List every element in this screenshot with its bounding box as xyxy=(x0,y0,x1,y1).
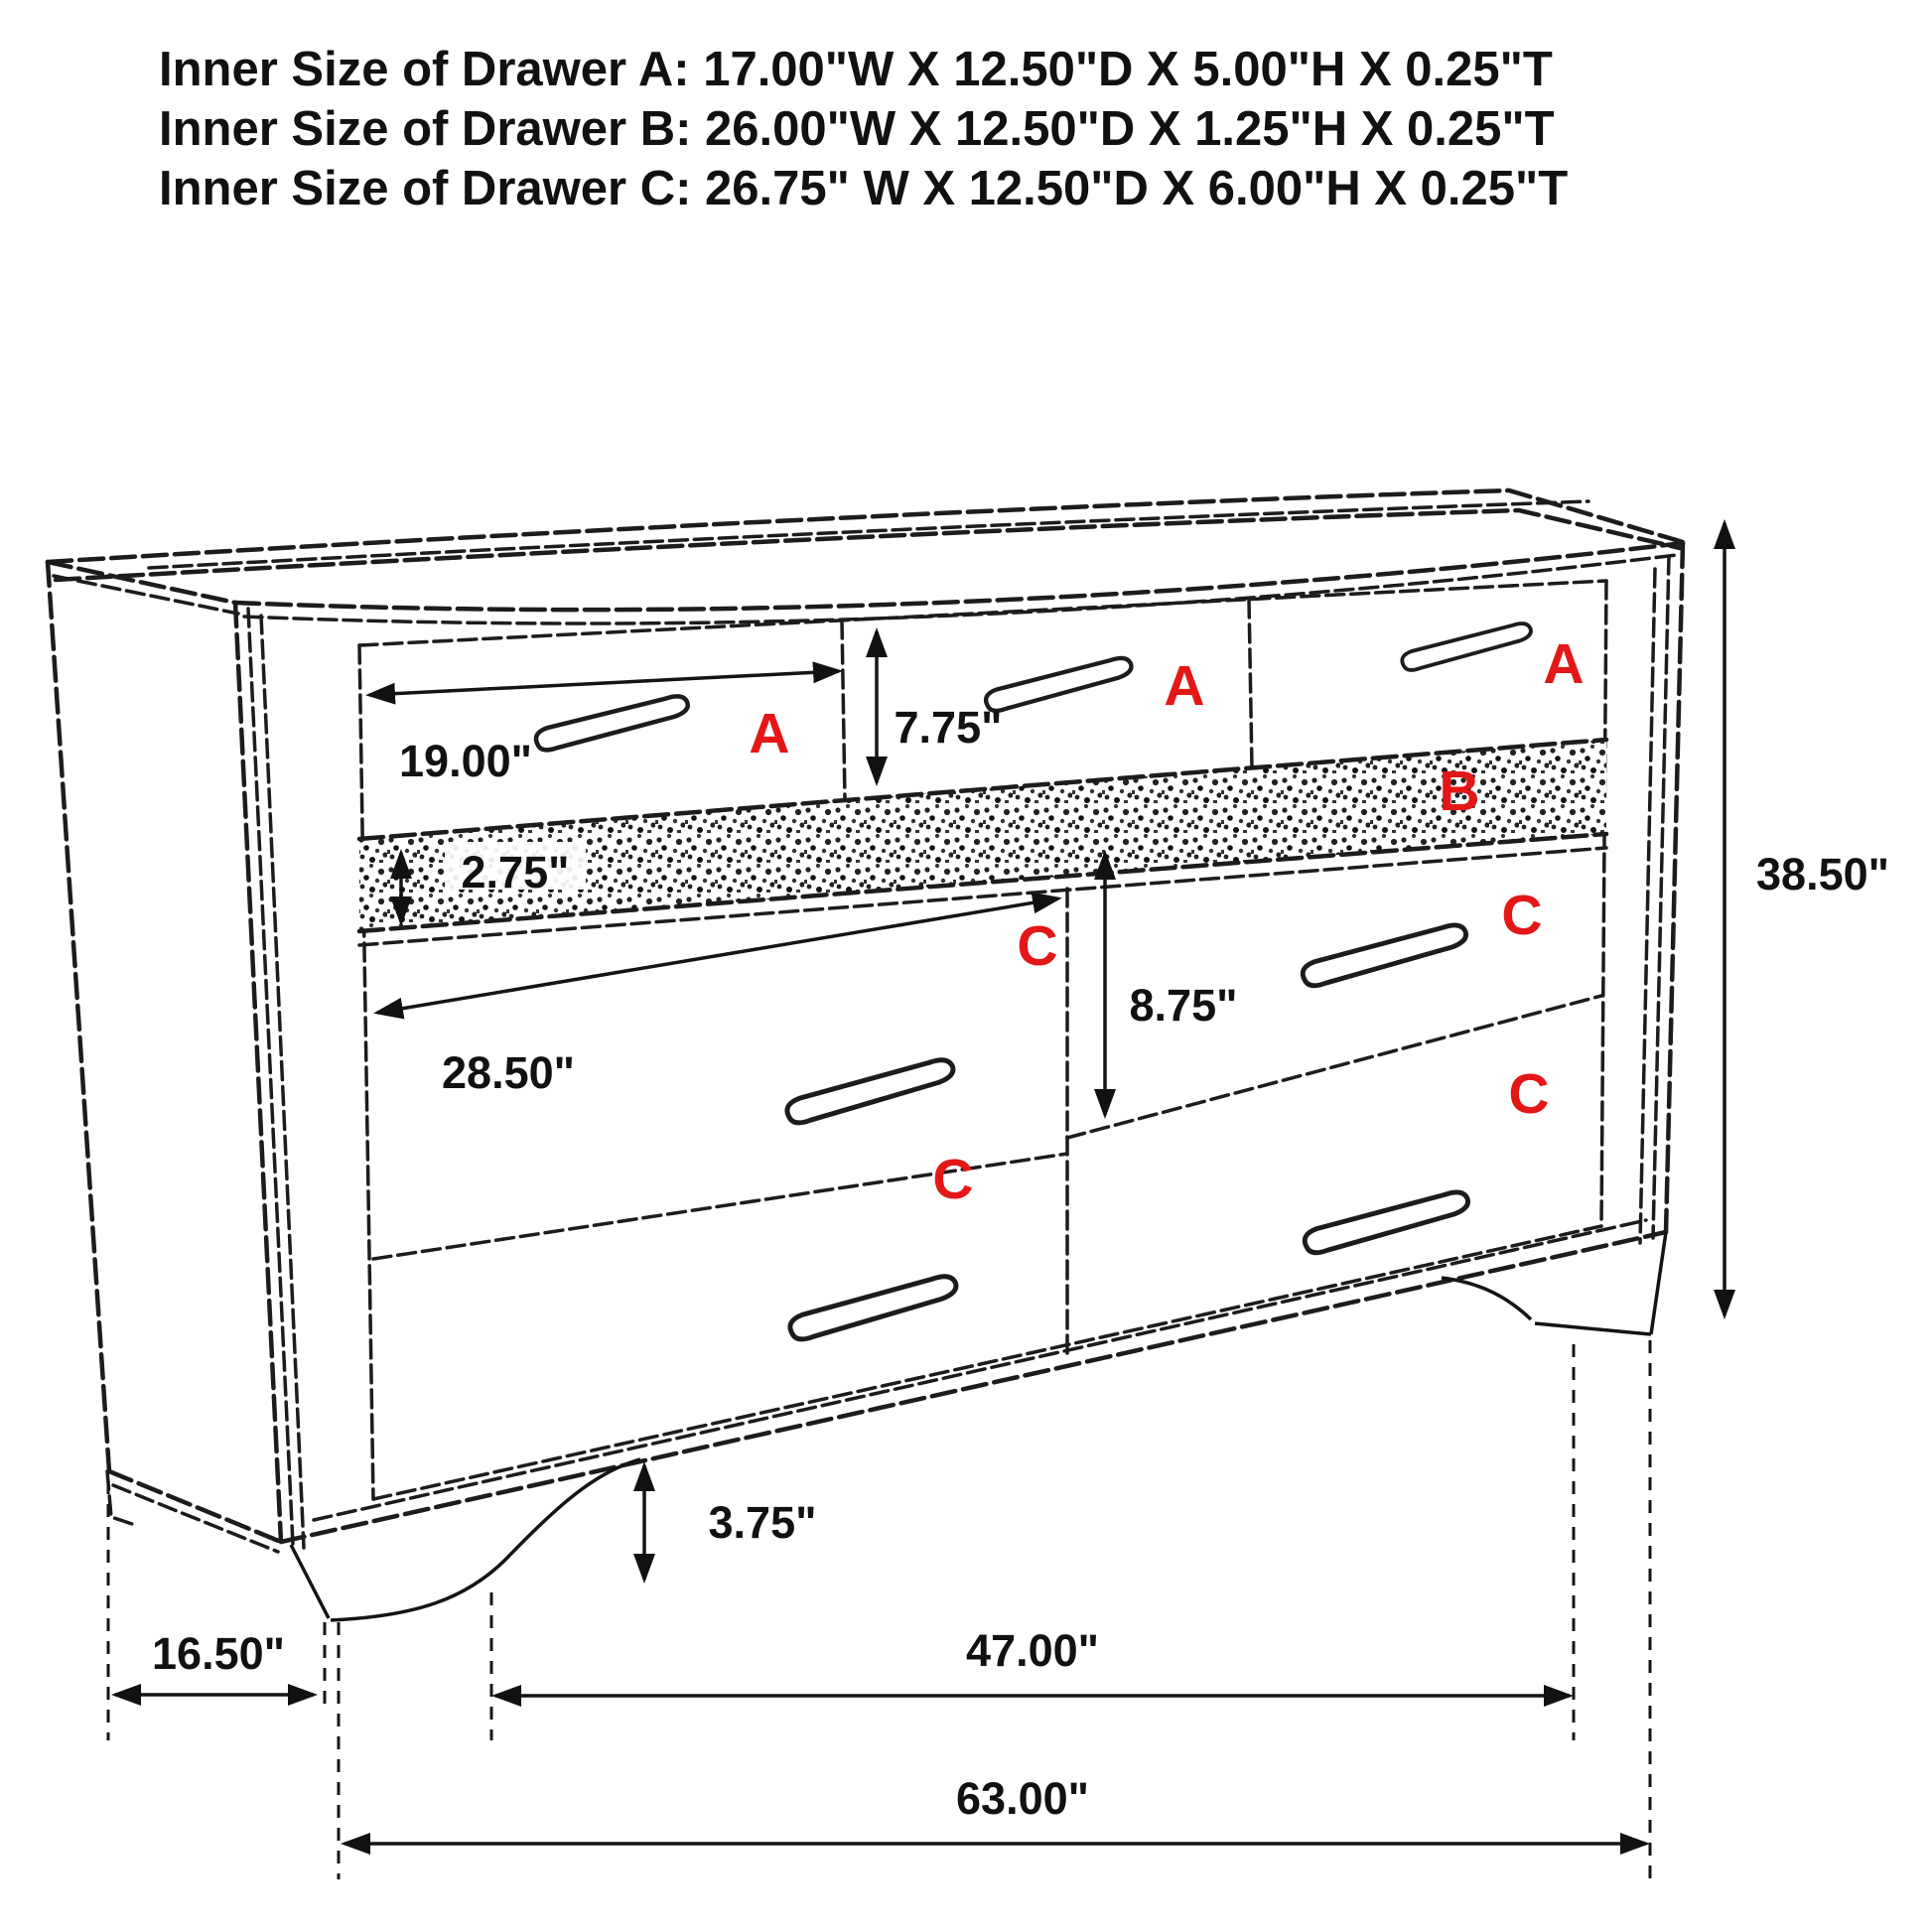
dresser-line-drawing xyxy=(48,490,1683,1620)
handle-c-right-top xyxy=(1300,924,1470,987)
dim-drawer-c-width xyxy=(377,898,1058,1098)
handle-c-right-bottom xyxy=(1302,1191,1472,1254)
label-drawer-b: B xyxy=(1439,759,1480,823)
dim-label-385: 38.50" xyxy=(1756,849,1889,899)
title-line-a: Inner Size of Drawer A: 17.00"W X 12.50"D X 5.00"H X 0.25"T xyxy=(159,43,1553,96)
front-face-frame xyxy=(235,543,1683,1542)
dim-label-285: 28.50" xyxy=(442,1047,575,1098)
dim-label-875: 8.75" xyxy=(1129,980,1238,1031)
dim-foot-height xyxy=(644,1465,816,1580)
label-drawer-a1: A xyxy=(749,702,790,765)
label-drawer-c3: C xyxy=(932,1148,974,1211)
dim-label-19: 19.00" xyxy=(399,736,532,786)
dim-label-165: 16.50" xyxy=(152,1628,285,1679)
dim-label-275: 2.75" xyxy=(461,847,570,897)
guide-lines xyxy=(108,1340,1650,1879)
dim-drawer-a-height xyxy=(877,631,1002,782)
label-drawer-c1: C xyxy=(1017,914,1058,978)
handle-a3 xyxy=(1400,622,1534,671)
title-line-c: Inner Size of Drawer C: 26.75" W X 12.50"D X 6.00"H X 0.25"T xyxy=(159,162,1569,215)
dim-label-775: 7.75" xyxy=(894,702,1003,753)
dim-label-375: 3.75" xyxy=(708,1497,817,1548)
top-face xyxy=(48,490,1683,614)
dimension-annotations xyxy=(108,523,1889,1879)
title-block xyxy=(159,43,1568,215)
dim-total-width xyxy=(345,1773,1646,1844)
dim-depth xyxy=(115,1628,314,1695)
left-side-panel xyxy=(48,562,304,1552)
handle-a1 xyxy=(533,695,691,751)
title-line-b: Inner Size of Drawer B: 26.00"W X 12.50"D X 1.25"H X 0.25"T xyxy=(159,102,1555,156)
dim-drawer-c-height xyxy=(1105,854,1237,1115)
label-drawer-a2: A xyxy=(1164,654,1205,718)
dim-label-47: 47.00" xyxy=(966,1625,1099,1676)
right-front-foot xyxy=(1442,1232,1666,1334)
dim-label-63: 63.00" xyxy=(956,1773,1089,1824)
label-drawer-c4: C xyxy=(1508,1062,1550,1126)
drawer-handles xyxy=(533,622,1534,1340)
label-drawer-a3: A xyxy=(1543,632,1585,696)
drawer-letter-labels xyxy=(749,632,1584,1211)
dim-feet-span xyxy=(495,1625,1570,1696)
left-front-foot xyxy=(291,1459,640,1620)
dim-total-height xyxy=(1725,523,1889,1315)
handle-a2 xyxy=(983,657,1135,712)
handle-c-left-bottom xyxy=(786,1275,960,1340)
handle-c-left-top xyxy=(783,1058,957,1124)
label-drawer-c2: C xyxy=(1501,884,1543,947)
